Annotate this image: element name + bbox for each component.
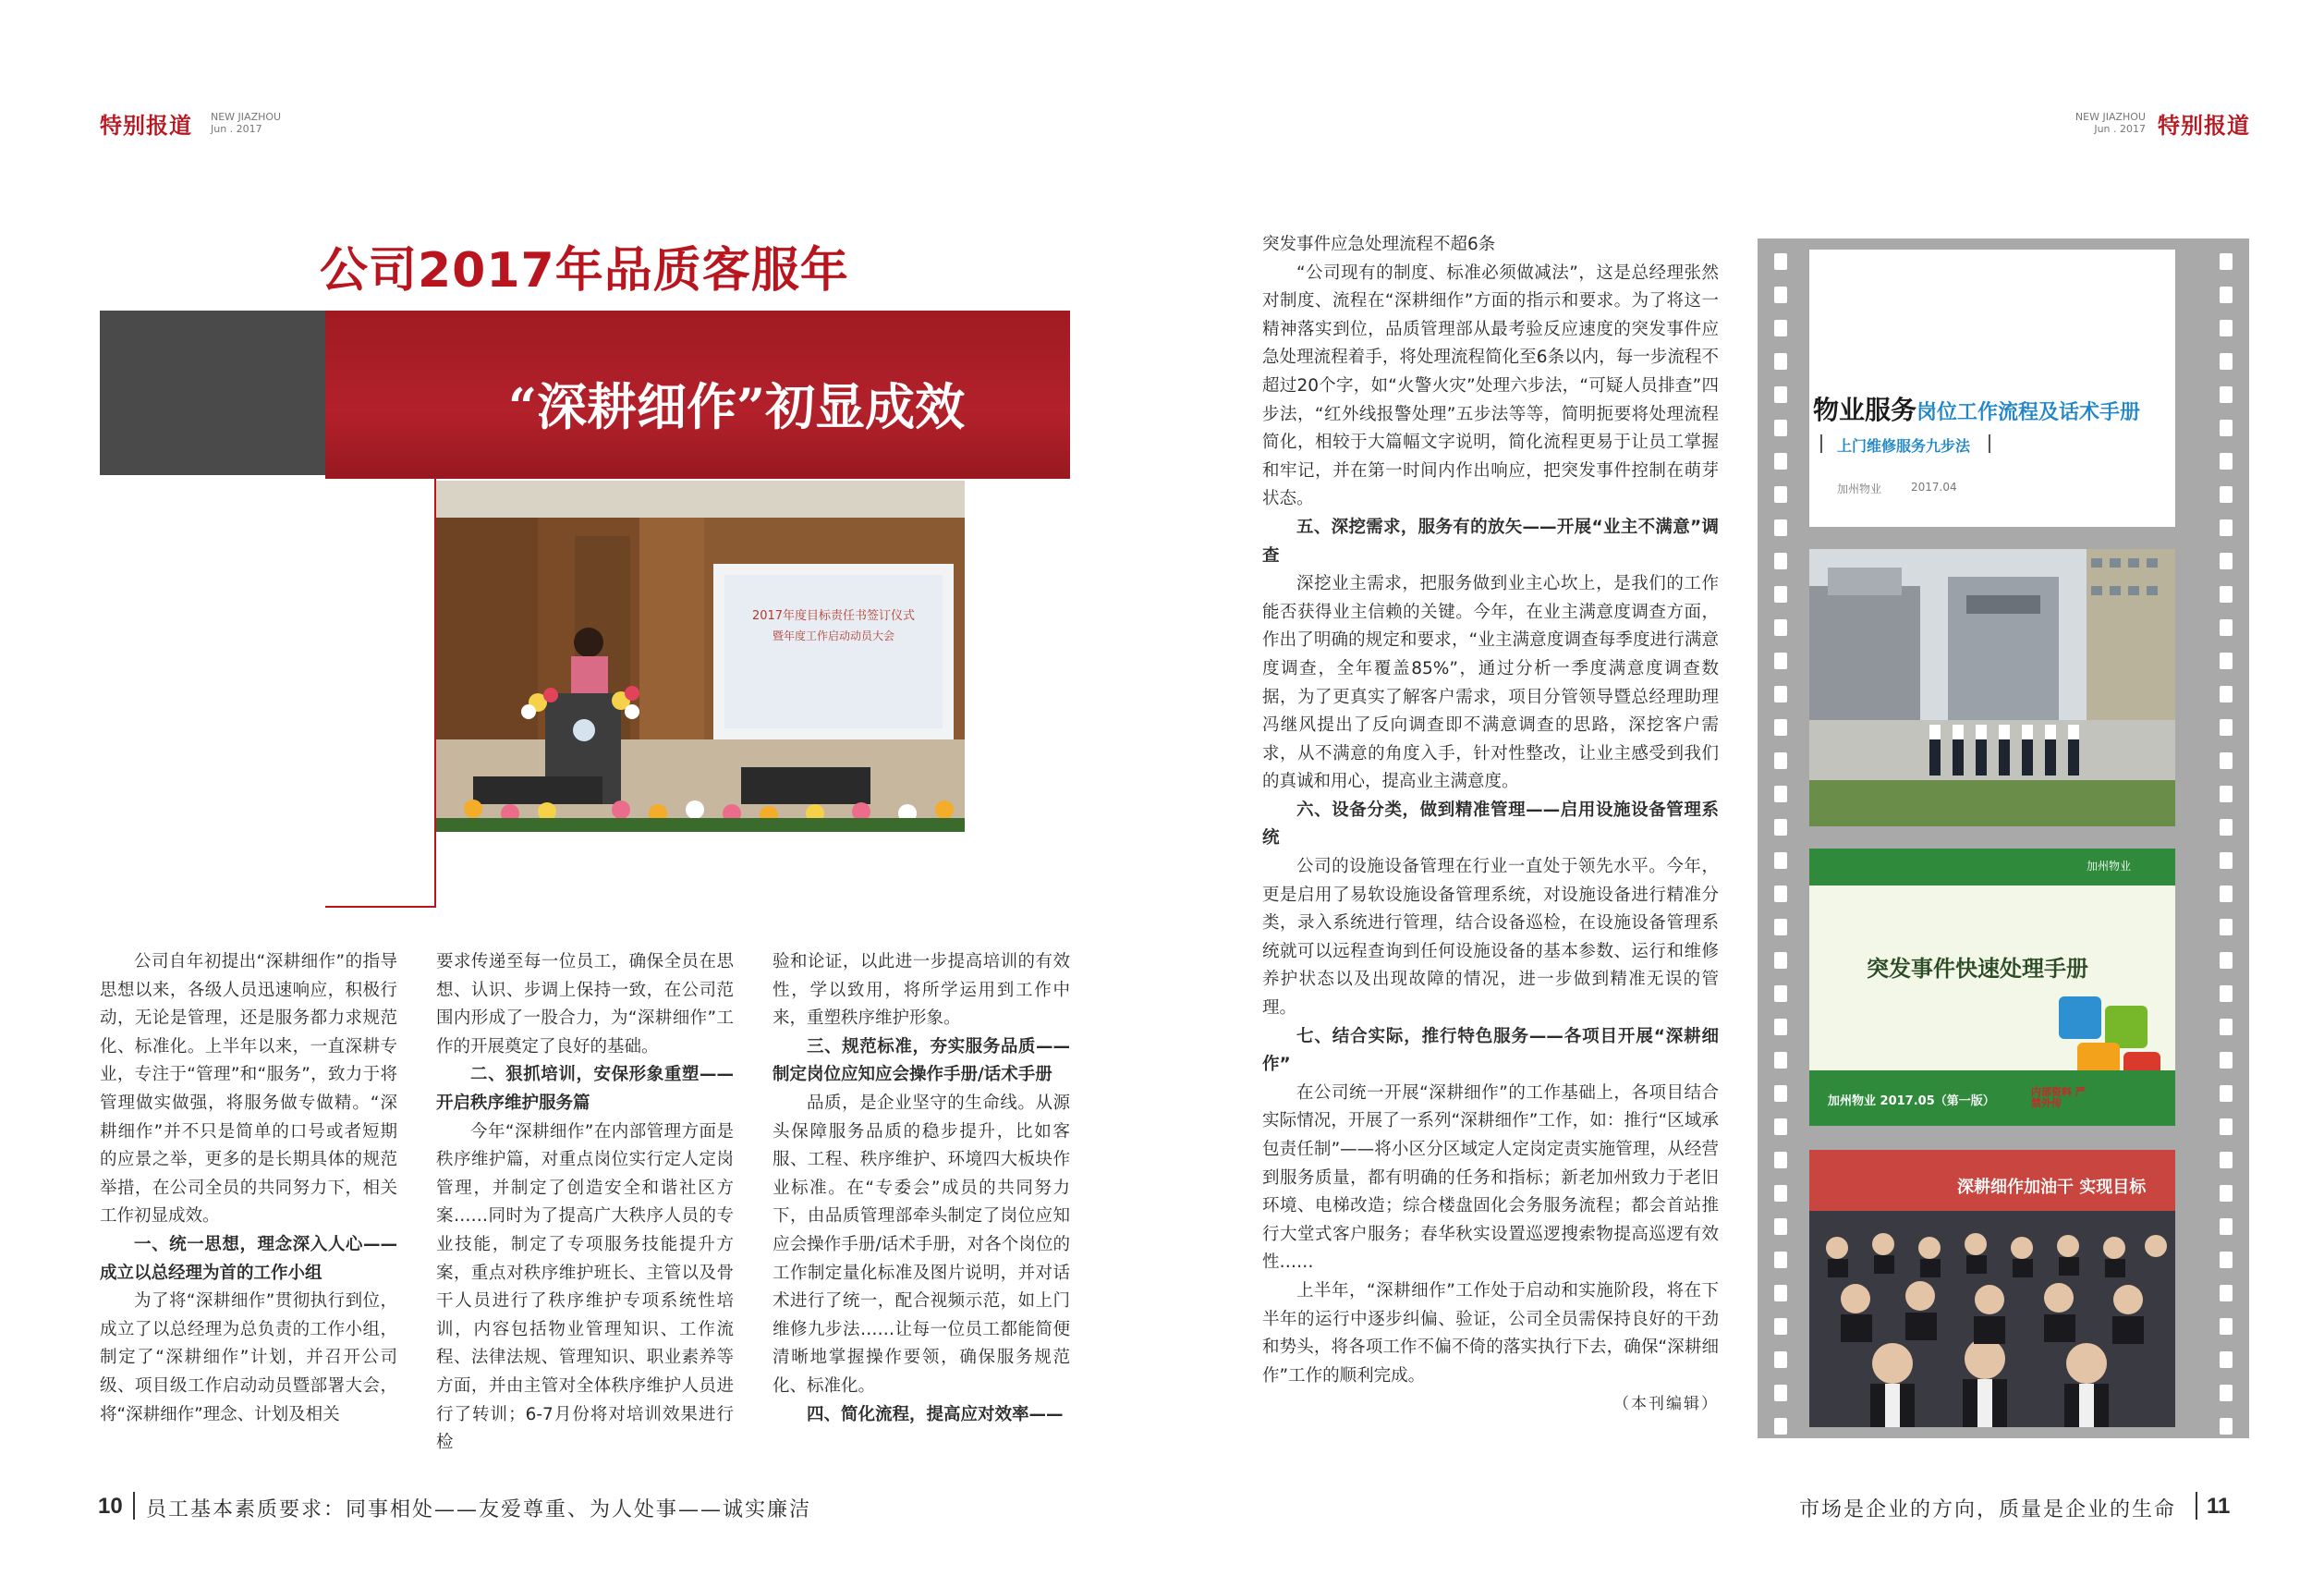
film-sprocket-hole xyxy=(2220,1052,2233,1069)
film-frame-meeting-photo xyxy=(1809,1150,2175,1427)
film-sprocket-hole xyxy=(2220,519,2233,536)
handbook-title-blue: 岗位工作流程及话术手册 xyxy=(1916,401,2141,424)
film-sprocket-hole xyxy=(1774,1152,1787,1168)
film-sprocket-hole xyxy=(2220,719,2233,736)
body-paragraph: “公司现有的制度、标准必须做减法”，这是总经理张然对制度、流程在“深耕细作”方面的指示和要求。为了将这一精神落实到位，品质管理部从最考验反应速度的突发事件应急处理流程着手，将处理流程简化至6条以内，每一步流程不超过20个字，如“火警火灾”处理六步法，“可疑人员排查”四步法，“红外线报警处理”五步法等等，简明扼要将处理流程简化，相较于大篇幅文字说明，简化流程更易于让员工掌握和牢记，并在第一时间内作出响应，把突发事件控制在萌芽状态。 xyxy=(1262,263,1719,509)
film-sprocket-hole xyxy=(1774,453,1787,470)
film-sprocket-hole xyxy=(1774,1085,1787,1102)
issue-mag-name: NEW JIAZHOU xyxy=(2075,111,2146,123)
film-sprocket-hole xyxy=(2220,619,2233,636)
body-paragraph: 今年“深耕细作”在内部管理方面是秩序维护篇，对重点岗位实行定人定岗管理，并制定了创造安全和谐社区方案……同时为了提高广大秩序人员的专业技能，制定了专项服务技能提升方案，重点对秩序维护班长、主管以及骨干人员进行了秩序维护专项系统性培训，内容包括物业管理知识、工作流程、法律法规、管理知识、职业素养等方面，并由主管对全体秩序维护人员进行了转训；6-7月份将对培训效果进行检 xyxy=(436,1121,734,1453)
film-sprocket-hole xyxy=(1774,1318,1787,1335)
film-sprocket-hole xyxy=(1774,919,1787,935)
film-sprocket-hole xyxy=(2220,420,2233,436)
text-column-3 xyxy=(773,948,1070,1429)
footer-text-right: 市场是企业的方向，质量是企业的生命 xyxy=(1798,1498,2176,1521)
film-sprocket-hole xyxy=(1774,719,1787,736)
footer-divider-left xyxy=(133,1492,135,1520)
film-sprocket-hole xyxy=(2220,1185,2233,1202)
film-sprocket-hole xyxy=(2220,1118,2233,1135)
film-sprocket-hole xyxy=(1774,653,1787,669)
film-sprocket-hole xyxy=(2220,1218,2233,1235)
film-sprocket-hole xyxy=(2220,586,2233,603)
film-sprocket-hole xyxy=(1774,1285,1787,1301)
emergency-title: 突发事件快速处理手册 xyxy=(1867,956,2088,982)
handbook-title xyxy=(1813,390,2140,427)
editor-signature: （本刊编辑） xyxy=(1613,1395,1719,1414)
film-sprocket-hole xyxy=(1774,320,1787,336)
section-heading: 五、深挖需求，服务有的放矢——开展“业主不满意”调查 xyxy=(1262,517,1719,566)
film-sprocket-hole xyxy=(2220,752,2233,769)
section-heading: 二、狠抓培训，安保形象重塑——开启秩序维护服务篇 xyxy=(436,1065,734,1113)
film-sprocket-hole xyxy=(2220,653,2233,669)
body-paragraph: 公司的设施设备管理在行业一直处于领先水平。今年，更是启用了易软设施设备管理系统，对设施设备进行精准分类，录入系统进行管理，结合设备巡检，在设施设备管理系统就可以远程查询到任何设施设备的基本参数、运行和维修养护状态以及出现故障的情况，进一步做到精准无误的管理。 xyxy=(1262,857,1719,1019)
bracket-right xyxy=(1989,434,1990,453)
film-sprocket-hole xyxy=(2220,486,2233,503)
film-sprocket-hole xyxy=(2220,253,2233,270)
film-sprocket-hole xyxy=(1774,1252,1787,1268)
article-title: 公司2017年品质客服年 xyxy=(320,243,849,299)
screen-text-1: 2017年度目标责任书签订仪式 xyxy=(751,609,916,623)
film-sprocket-hole xyxy=(1774,420,1787,436)
handbook-org: 加州物业 xyxy=(1837,483,1882,495)
film-sprocket-hole xyxy=(1774,486,1787,503)
section-heading: 三、规范标准，夯实服务品质——制定岗位应知应会操作手册/话术手册 xyxy=(773,1036,1070,1085)
bracket-left xyxy=(1820,434,1822,453)
text-column-4 xyxy=(1262,231,1719,1419)
body-paragraph: 要求传递至每一位员工，确保全员在思想、认识、步调上保持一致，在公司范围内形成了一股合力，为“深耕细作”工作的开展奠定了良好的基础。 xyxy=(436,952,734,1057)
film-sprocket-hole xyxy=(2220,1252,2233,1268)
body-paragraph: 公司自年初提出“深耕细作”的指导思想以来，各级人员迅速响应，积极行动，无论是管理，还是服务都力求规范化、标准化。上半年以来，一直深耕专业，专注于“管理”和“服务”，致力于将管理做实做强，将服务做专做精。“深耕细作”并不只是简单的口号或者短期的应景之举，更多的是长期具体的规范举措，在公司全员的共同努力下，相关工作初显成效。 xyxy=(100,952,397,1227)
film-sprocket-hole xyxy=(1774,886,1787,902)
film-sprocket-hole xyxy=(1774,253,1787,270)
film-sprocket-hole xyxy=(1774,1185,1787,1202)
film-sprocket-hole xyxy=(1774,386,1787,403)
film-sprocket-hole xyxy=(2220,852,2233,869)
film-sprocket-hole xyxy=(1774,752,1787,769)
film-sprocket-hole xyxy=(2220,453,2233,470)
section-tag-right: 特别报道 xyxy=(2158,113,2250,139)
film-sprocket-hole xyxy=(2220,952,2233,969)
film-sprocket-hole xyxy=(1774,1385,1787,1401)
film-sprocket-hole xyxy=(2220,1385,2233,1401)
conference-photo xyxy=(436,481,965,832)
text-column-2 xyxy=(436,948,734,1458)
section-heading: 七、结合实际，推行特色服务——各项目开展“深耕细作” xyxy=(1262,1026,1719,1075)
film-sprocket-hole xyxy=(2220,1085,2233,1102)
body-paragraph: 突发事件应急处理流程不超6条 xyxy=(1262,235,1496,254)
film-sprocket-hole xyxy=(2220,1285,2233,1301)
decorative-red-rule xyxy=(325,477,436,908)
film-frame-handbook xyxy=(1809,250,2175,527)
film-sprocket-hole xyxy=(1774,1418,1787,1435)
issue-mag-name: NEW JIAZHOU xyxy=(211,111,282,123)
film-sprocket-hole xyxy=(1774,852,1787,869)
film-sprocket-hole xyxy=(2220,353,2233,370)
film-sprocket-hole xyxy=(2220,886,2233,902)
emergency-logo: 加州物业 xyxy=(2087,860,2132,873)
screen-text-2: 暨年度工作启动动员大会 xyxy=(772,629,895,642)
film-sprocket-hole xyxy=(1774,786,1787,802)
film-frame-guards-photo xyxy=(1809,549,2175,826)
body-paragraph: 深挖业主需求，把服务做到业主心坎上，是我们的工作能否获得业主信赖的关键。今年，在业主满意度调查方面，作出了明确的规定和要求，“业主满意度调查每季度进行满意度调查，全年覆盖85%”，通过分析一季度满意度调查数据，为了更真实了解客户需求，项目分管领导暨总经理助理冯继风提出了反向调查即不满意调查的思路，深挖客户需求，从不满意的角度入手，针对性整改，让业主感受到我们的真诚和用心，提高业主满意度。 xyxy=(1262,574,1719,792)
handbook-subtitle: 上门维修服务九步法 xyxy=(1837,437,1971,455)
film-sprocket-hole xyxy=(1774,819,1787,836)
film-sprocket-hole xyxy=(2220,553,2233,569)
film-sprocket-hole xyxy=(2220,1318,2233,1335)
film-sprocket-hole xyxy=(2220,985,2233,1002)
handbook-title-black: 物业服务 xyxy=(1813,395,1917,425)
issue-date: Jun . 2017 xyxy=(211,123,262,135)
film-sprocket-hole xyxy=(1774,1218,1787,1235)
title-grey-block xyxy=(100,311,329,475)
film-sprocket-hole xyxy=(1774,1052,1787,1069)
section-tag-left: 特别报道 xyxy=(100,113,192,139)
handbook-date: 2017.04 xyxy=(1911,481,1957,494)
body-paragraph: 品质，是企业坚守的生命线。从源头保障服务品质的稳步提升，比如客服、工程、秩序维护、环境四大板块作业标准。在“专委会”成员的共同努力下，由品质管理部牵头制定了岗位应知应会操作手册/话术手册，对各个岗位的工作制定量化标准及图片说明，并对话术进行了统一，配合视频示范，如上门维修九步法……让每一位员工都能简便清晰地掌握操作要领，确保服务规范化、标准化。 xyxy=(773,1093,1070,1396)
film-sprocket-hole xyxy=(2220,1019,2233,1035)
film-sprocket-hole xyxy=(1774,952,1787,969)
film-sprocket-hole xyxy=(1774,1118,1787,1135)
section-heading: 一、统一思想，理念深入人心——成立以总经理为首的工作小组 xyxy=(100,1234,397,1283)
body-paragraph: 为了将“深耕细作”贯彻执行到位，成立了以总经理为总负责的工作小组，制定了“深耕细作”计划，并召开公司级、项目级工作启动动员暨部署大会，将“深耕细作”理念、计划及相关 xyxy=(100,1291,397,1424)
film-sprocket-hole xyxy=(2220,320,2233,336)
film-sprocket-hole xyxy=(1774,353,1787,370)
film-sprocket-hole xyxy=(2220,1418,2233,1435)
film-sprocket-hole xyxy=(2220,686,2233,702)
article-subtitle: “深耕细作”初显成效 xyxy=(508,377,966,436)
body-paragraph: 验和论证，以此进一步提高培训的有效性，学以致用，将所学运用到工作中来，重塑秩序维护形象。 xyxy=(773,952,1070,1029)
body-paragraph: 上半年，“深耕细作”工作处于启动和实施阶段，将在下半年的运行中逐步纠偏、验证，公司全员需保持良好的干劲和势头，将各项工作不偏不倚的落实执行下去，确保“深耕细作”工作的顺利完成。 xyxy=(1262,1280,1719,1386)
film-sprocket-hole xyxy=(1774,553,1787,569)
page-number-left: 10 xyxy=(98,1494,123,1519)
issue-label-right xyxy=(2072,111,2146,135)
issue-date: Jun . 2017 xyxy=(2094,123,2146,135)
section-heading: 四、简化流程，提高应对效率—— xyxy=(807,1404,1064,1424)
film-sprocket-hole xyxy=(2220,287,2233,303)
body-paragraph: 在公司统一开展“深耕细作”的工作基础上，各项目结合实际情况，开展了一系列“深耕细作”工作，如：推行“区域承包责任制”——将小区分区域定人定岗定责实施管理，从经营到服务质量，都有明确的任务和指标；新老加州致力于老旧环境、电梯改造；综合楼盘固化会务服务流程；都会首站推行大堂式客户服务；春华秋实设置巡逻搜索物提高巡逻有效性…… xyxy=(1262,1082,1719,1273)
film-sprocket-hole xyxy=(1774,619,1787,636)
text-column-1 xyxy=(100,948,397,1429)
meeting-banner-text: 深耕细作加油干 实现目标 xyxy=(1957,1178,2147,1197)
issue-label-left xyxy=(211,111,281,135)
film-sprocket-hole xyxy=(2220,819,2233,836)
film-strip xyxy=(1758,238,2249,1438)
film-sprocket-hole xyxy=(2220,386,2233,403)
film-sprocket-hole xyxy=(2220,1351,2233,1368)
film-sprocket-hole xyxy=(1774,519,1787,536)
film-sprocket-hole xyxy=(1774,586,1787,603)
confidential-stamp: 内部资料 严禁外传 xyxy=(2031,1086,2086,1109)
film-sprocket-hole xyxy=(2220,1152,2233,1168)
film-frame-emergency-handbook xyxy=(1809,849,2175,1126)
film-sprocket-hole xyxy=(2220,786,2233,802)
footer-divider-right xyxy=(2196,1492,2197,1520)
section-heading: 六、设备分类，做到精准管理——启用设施设备管理系统 xyxy=(1262,800,1719,849)
film-sprocket-hole xyxy=(1774,1351,1787,1368)
footer-text-left: 员工基本素质要求：同事相处——友爱尊重、为人处事——诚实廉洁 xyxy=(146,1498,812,1521)
emergency-footer: 加州物业 2017.05（第一版） xyxy=(1828,1094,1995,1108)
film-sprocket-hole xyxy=(1774,287,1787,303)
film-sprocket-hole xyxy=(1774,1019,1787,1035)
film-sprocket-hole xyxy=(1774,985,1787,1002)
film-sprocket-hole xyxy=(2220,919,2233,935)
page-number-right: 11 xyxy=(2207,1494,2231,1519)
film-sprocket-hole xyxy=(1774,686,1787,702)
